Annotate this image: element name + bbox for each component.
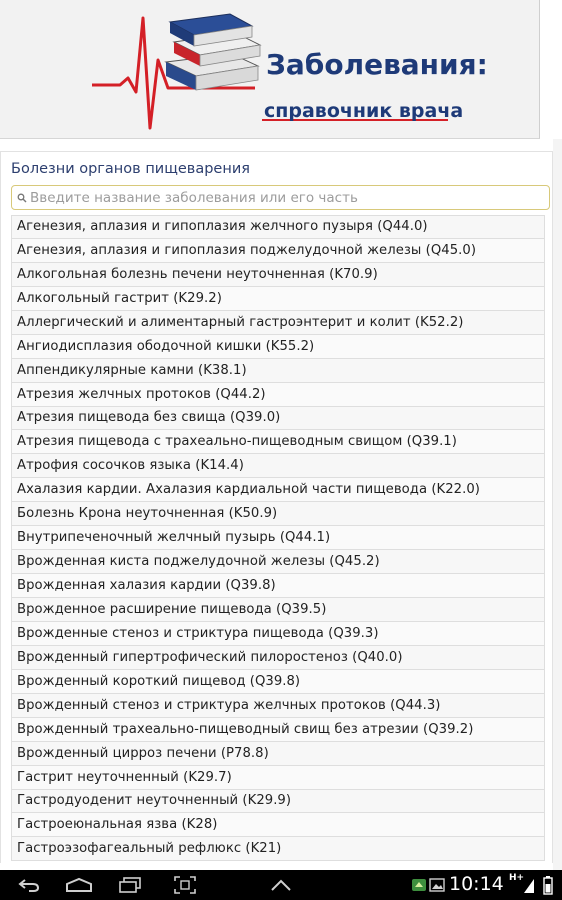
list-item-label: Аппендикулярные камни (K38.1) xyxy=(17,362,247,378)
chevron-up-icon xyxy=(270,878,292,892)
list-item[interactable] xyxy=(11,478,545,502)
back-icon xyxy=(18,877,40,893)
list-item-label: Гастродуоденит неуточненный (K29.9) xyxy=(17,793,292,809)
list-item-label: Гастроэзофагеальный рефлюкс (K21) xyxy=(17,841,282,857)
list-item[interactable] xyxy=(11,383,545,407)
list-item-label: Гастроеюнальная язва (K28) xyxy=(17,817,218,833)
list-item-label: Врожденная халазия кардии (Q39.8) xyxy=(17,578,276,594)
app-header xyxy=(0,0,540,139)
system-navigation-bar xyxy=(0,870,562,900)
list-item[interactable] xyxy=(11,622,545,646)
list-item-label: Агенезия, аплазия и гипоплазия поджелудочной железы (Q45.0) xyxy=(17,242,477,258)
list-item[interactable] xyxy=(11,215,545,239)
list-item-label: Атрезия пищевода без свища (Q39.0) xyxy=(17,410,281,426)
list-item[interactable] xyxy=(11,766,545,790)
list-item[interactable] xyxy=(11,670,545,694)
home-icon xyxy=(65,877,93,893)
list-item[interactable] xyxy=(11,574,545,598)
list-item[interactable] xyxy=(11,526,545,550)
battery-indicator xyxy=(540,870,556,900)
network-type-label: H+ xyxy=(509,873,525,883)
list-item-label: Врожденное расширение пищевода (Q39.5) xyxy=(17,601,327,617)
list-item[interactable] xyxy=(11,454,545,478)
list-item-label: Врожденная киста поджелудочной железы (Q45.2) xyxy=(17,554,380,570)
list-item[interactable] xyxy=(11,837,545,861)
search-input[interactable] xyxy=(30,188,530,208)
signal-indicator xyxy=(522,870,536,900)
list-item-label: Аллергический и алиментарный гастроэнтерит и колит (K52.2) xyxy=(17,314,464,330)
list-item[interactable] xyxy=(11,287,545,311)
list-item-label: Врожденные стеноз и стриктура пищевода (Q39.3) xyxy=(17,625,379,641)
search-icon xyxy=(17,193,27,203)
list-item[interactable] xyxy=(11,239,545,263)
list-item-label: Гастрит неуточненный (K29.7) xyxy=(17,769,232,785)
back-button[interactable] xyxy=(14,870,44,900)
main-content xyxy=(0,151,553,863)
list-item[interactable] xyxy=(11,407,545,431)
recent-apps-button[interactable] xyxy=(115,870,145,900)
list-item[interactable] xyxy=(11,813,545,837)
list-item-label: Ангиодисплазия ободочной кишки (K55.2) xyxy=(17,338,315,354)
list-item-label: Врожденный стеноз и стриктура желчных протоков (Q44.3) xyxy=(17,697,441,713)
list-item[interactable] xyxy=(11,263,545,287)
list-item-label: Врожденный трахеально-пищеводный свищ без атрезии (Q39.2) xyxy=(17,721,474,737)
signal-icon xyxy=(523,876,535,894)
screenshot-icon xyxy=(174,876,196,894)
disease-list xyxy=(11,215,545,861)
list-item[interactable] xyxy=(11,430,545,454)
battery-icon xyxy=(543,875,553,895)
list-item[interactable] xyxy=(11,646,545,670)
list-item-label: Болезнь Крона неуточненная (K50.9) xyxy=(17,506,278,522)
list-item-label: Ахалазия кардии. Ахалазия кардиальной части пищевода (K22.0) xyxy=(17,482,480,498)
status-clock: 10:14 xyxy=(449,873,504,895)
list-item[interactable] xyxy=(11,311,545,335)
list-item[interactable] xyxy=(11,598,545,622)
list-item-label: Алкогольная болезнь печени неуточненная (K70.9) xyxy=(17,266,378,282)
list-item[interactable] xyxy=(11,694,545,718)
list-item[interactable] xyxy=(11,718,545,742)
category-title: Болезни органов пищеварения xyxy=(11,161,250,177)
screenshot-button[interactable] xyxy=(171,870,199,900)
list-item[interactable] xyxy=(11,790,545,814)
search-box[interactable] xyxy=(11,185,550,210)
list-item-label: Врожденный короткий пищевод (Q39.8) xyxy=(17,673,301,689)
list-item-label: Агенезия, аплазия и гипоплазия желчного пузыря (Q44.0) xyxy=(17,219,428,235)
list-item[interactable] xyxy=(11,550,545,574)
books-icon xyxy=(166,14,260,90)
list-item[interactable] xyxy=(11,359,545,383)
notification-icons xyxy=(410,870,446,900)
list-item-label: Алкогольный гастрит (K29.2) xyxy=(17,290,222,306)
menu-up-button[interactable] xyxy=(267,870,295,900)
list-item-label: Атрезия пищевода с трахеально-пищеводным свищом (Q39.1) xyxy=(17,434,457,450)
list-item-label: Атрофия сосочков языка (K14.4) xyxy=(17,458,244,474)
list-item[interactable] xyxy=(11,335,545,359)
list-item[interactable] xyxy=(11,502,545,526)
recent-apps-icon xyxy=(118,877,142,893)
app-subtitle: справочник врача xyxy=(264,100,464,122)
list-item-label: Внутрипеченочный желчный пузырь (Q44.1) xyxy=(17,530,331,546)
list-item[interactable] xyxy=(11,742,545,766)
app-title: Заболевания: xyxy=(266,48,488,81)
list-item-label: Атрезия желчных протоков (Q44.2) xyxy=(17,386,266,402)
home-button[interactable] xyxy=(62,870,96,900)
list-item-label: Врожденный цирроз печени (P78.8) xyxy=(17,745,269,761)
list-item-label: Врожденный гипертрофический пилоростеноз (Q40.0) xyxy=(17,649,403,665)
scroll-gutter xyxy=(553,139,562,870)
